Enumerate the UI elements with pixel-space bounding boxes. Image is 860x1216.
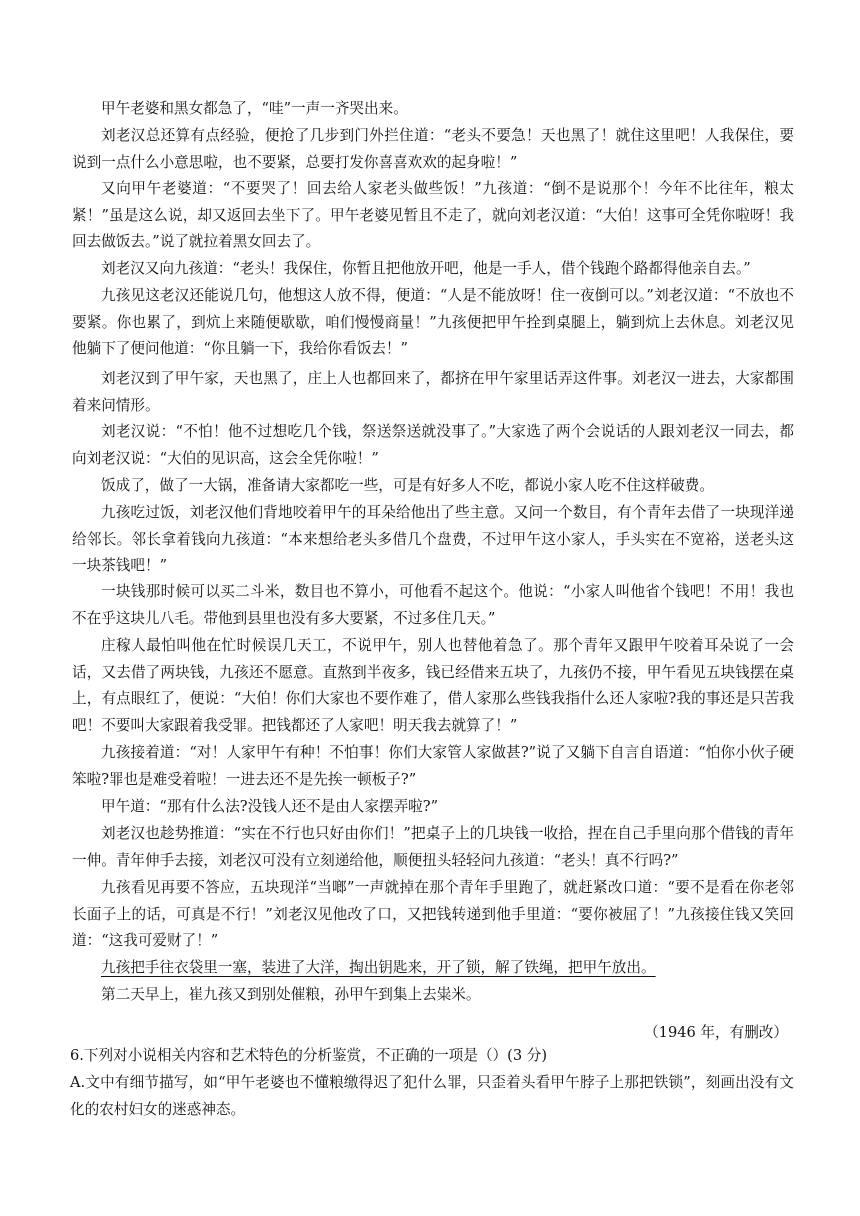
paragraph: 刘老汉说：“不怕！他不过想吃几个钱，祭送祭送就没事了。”大家选了两个会说话的人跟刘老汉一同去，都向刘老汉说：“大伯的见识高，这会全凭你啦！” — [72, 423, 794, 467]
question-stem: 6.下列对小说相关内容和艺术特色的分析鉴赏，不正确的一项是（）(3 分) — [70, 1047, 548, 1064]
question-option-a: A.文中有细节描写，如“甲午老婆也不懂粮缴得迟了犯什么罪，只歪着头看甲午脖子上那把铁锁”，刻画出没有文化的农村妇女的迷惑神态。 — [70, 1074, 794, 1118]
paragraph: 九孩看见再要不答应，五块现洋“当啷”一声就掉在那个青年手里跑了，就赶紧改口道：“要不是看在你老邻长面子上的话，可真是不行！”刘老汉见他改了口，又把钱转递到他手里道：“要你被屈了！”九孩接住钱又笑回道：“这我可爱财了！” — [72, 879, 794, 950]
paragraph: 九孩见这老汉还能说几句，他想这人放不得，便道：“人是不能放呀！住一夜倒可以。”刘老汉道：“不放也不要紧。你也累了，到炕上来随便歇歇，咱们慢慢商量！”九孩便把甲午拴到桌腿上，躺到炕上去休息。刘老汉见他躺下了便问他道：“你且躺一下，我给你看饭去！” — [72, 287, 794, 358]
source-note: （1946 年，有删改） — [644, 1024, 788, 1041]
paragraph: 刘老汉总还算有点经验，便抢了几步到门外拦住道：“老头不要急！天也黑了！就住这里吧！人我保住，要说到一点什么小意思啦，也不要紧，总要打发你喜喜欢欢的起身啦！” — [72, 127, 794, 171]
paragraph: 又向甲午老婆道：“不要哭了！回去给人家老头做些饭！”九孩道：“倒不是说那个！今年不比往年，粮太紧！”虽是这么说，却又返回去坐下了。甲午老婆见暂且不走了，就向刘老汉道：“大伯！这事可全凭你啦呀！我回去做饭去。”说了就拉着黑女回去了。 — [72, 180, 794, 251]
paragraph: 一块钱那时候可以买二斗米，数目也不算小，可他看不起这个。他说：“小家人叫他省个钱吧！不用！我也不在乎这块儿八毛。带他到县里也没有多大要紧，不过多住几天。” — [72, 583, 794, 627]
paragraph: 饭成了，做了一大锅，准备请大家都吃一些，可是有好多人不吃，都说小家人吃不住这样破费。 — [101, 477, 714, 494]
underlined-paragraph: 九孩把手往衣袋里一塞，装进了大洋，掏出钥匙来，开了锁，解了铁绳，把甲午放出。 — [101, 959, 656, 976]
paragraph: 刘老汉又向九孩道：“老头！我保住，你暂且把他放开吧，他是一手人，借个钱跑个路都得他亲自去。” — [101, 260, 751, 277]
paragraph: 九孩吃过饭，刘老汉他们背地咬着甲午的耳朵给他出了些主意。又问一个数目，有个青年去借了一块现洋递给邻长。邻长拿着钱向九孩道：“本来想给老头多借几个盘费，不过甲午这小家人，手头实在不宽裕，送老头这一块茶钱吧！” — [72, 504, 794, 575]
paragraph: 甲午老婆和黑女都急了，“哇”一声一齐哭出来。 — [101, 100, 408, 117]
paragraph: 第二天早上，崔九孩又到别处催粮，孙甲午到集上去粜米。 — [101, 986, 481, 1003]
paragraph: 刘老汉也趁势推道：“实在不行也只好由你们！”把桌子上的几块钱一收拾，捏在自己手里向那个借钱的青年一伸。青年伸手去接，刘老汉可没有立刻递给他，顺便扭头轻轻问九孩道：“老头！真不行吗?” — [72, 825, 794, 869]
paragraph: 九孩接着道：“对！人家甲午有种！不怕事！你们大家管人家做甚?”说了又躺下自言自语道：“怕你小伙子硬笨啦?罪也是难受着啦！一进去还不是先挨一顿板子?” — [72, 744, 794, 788]
paragraph: 刘老汉到了甲午家，天也黑了，庄上人也都回来了，都挤在甲午家里话弄这件事。刘老汉一进去，大家都围着来问情形。 — [72, 370, 794, 414]
paragraph: 甲午道：“那有什么法?没钱人还不是由人家摆弄啦?” — [101, 798, 439, 815]
paragraph: 庄稼人最怕叫他在忙时候误几天工，不说甲午，别人也替他着急了。那个青年又跟甲午咬着耳朵说了一会话，又去借了两块钱，九孩还不愿意。直熬到半夜多，钱已经借来五块了，九孩仍不接，甲午看见五块钱摆在桌上，有点眼红了，便说：“大伯！你们大家也不要作难了，借人家那么些钱我指什么还人家啦?我的事还是只苦我吧！不要叫大家跟着我受罪。把钱都还了人家吧！明天我去就算了！” — [72, 637, 794, 734]
